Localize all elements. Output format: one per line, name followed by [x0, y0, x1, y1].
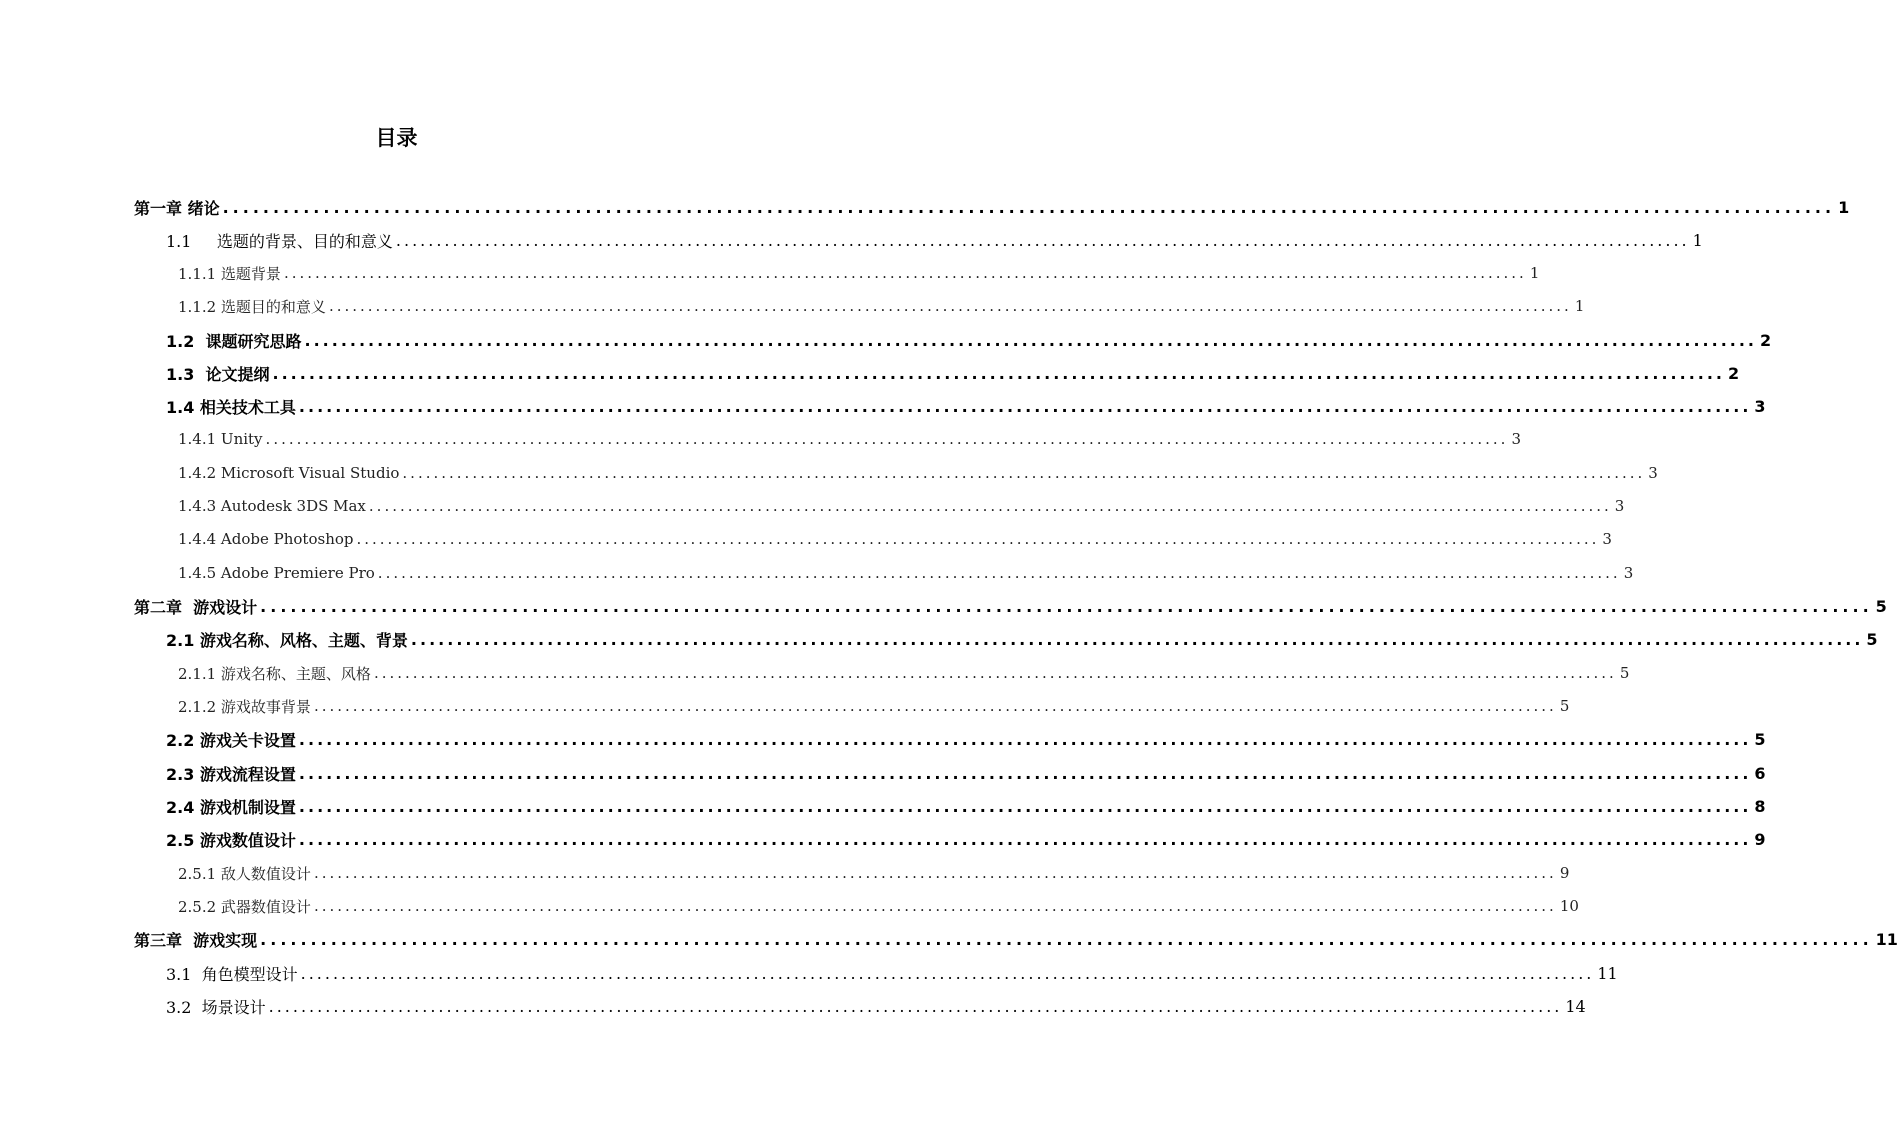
toc-entry-label: 2.4 游戏机制设置 [166, 797, 296, 817]
toc-entry-page: 8 [1754, 796, 1766, 816]
dot-leader: ................................................................................................................................................................ [298, 763, 1752, 783]
dot-leader: ................................................................................................................................................................ [298, 396, 1752, 416]
toc-entry-page: 2 [1728, 363, 1740, 383]
toc-entry-label: 第一章 绪论 [134, 198, 220, 218]
dot-leader: ................................................................................................................................................................ [313, 897, 1557, 915]
toc-entry-label: 1.1.2 选题目的和意义 [178, 297, 326, 316]
toc-entry-2-4[interactable] [166, 789, 1766, 823]
toc-entry-page: 5 [1866, 629, 1878, 649]
toc-entry-page: 14 [1565, 996, 1586, 1016]
toc-entry-1-3[interactable] [166, 356, 1740, 390]
toc-entry-page: 5 [1875, 596, 1887, 616]
dot-leader: ................................................................................................................................................................ [260, 929, 1873, 949]
toc-entry-page: 2 [1760, 330, 1772, 350]
dot-leader: ................................................................................................................................................................ [298, 796, 1752, 816]
toc-entry-2-1-1[interactable] [178, 656, 1630, 690]
toc-entry-page: 6 [1754, 763, 1766, 783]
dot-leader: ................................................................................................................................................................ [313, 864, 1557, 882]
toc-entry-page: 3 [1623, 564, 1634, 582]
toc-entry-page: 10 [1559, 897, 1579, 915]
dot-leader: ................................................................................................................................................................ [283, 264, 1527, 282]
dot-leader: ................................................................................................................................................................ [268, 996, 1563, 1016]
toc-entry-page: 5 [1619, 664, 1630, 682]
toc-entry-page: 9 [1754, 829, 1766, 849]
dot-leader: ................................................................................................................................................................ [222, 197, 1836, 217]
dot-leader: ................................................................................................................................................................ [298, 729, 1752, 749]
toc-entry-page: 3 [1614, 497, 1625, 515]
toc-entry-label: 2.1 游戏名称、风格、主题、背景 [166, 630, 408, 650]
toc-entry-1-4-2[interactable] [178, 456, 1658, 490]
toc-entry-label: 1.4.2 Microsoft Visual Studio [178, 464, 400, 482]
toc-entry-label: 2.1.2 游戏故事背景 [178, 697, 311, 716]
toc-entry-label: 第三章 游戏实现 [134, 930, 258, 950]
toc-entry-label: 2.5 游戏数值设计 [166, 830, 296, 850]
dot-leader: ................................................................................................................................................................ [272, 363, 1725, 383]
toc-entry-2-3[interactable] [166, 756, 1766, 790]
toc-entry-1-4-3[interactable] [178, 489, 1625, 523]
toc-entry-label: 2.5.2 武器数值设计 [178, 897, 311, 916]
toc-entry-label: 1.1 选题的背景、目的和意义 [166, 231, 393, 251]
toc-entry-2-1-2[interactable] [178, 689, 1570, 723]
toc-entry-page: 1 [1692, 230, 1703, 250]
dot-leader: ................................................................................................................................................................ [356, 530, 1600, 548]
toc-entry-1-1[interactable] [166, 223, 1703, 257]
toc-entry-page: 11 [1875, 929, 1898, 949]
dot-leader: ................................................................................................................................................................ [373, 664, 1617, 682]
toc-entry-label: 3.1 角色模型设计 [166, 964, 298, 984]
toc-entry-label: 2.5.1 敌人数值设计 [178, 864, 311, 883]
toc-entry-2-5-2[interactable] [178, 889, 1579, 923]
dot-leader: ................................................................................................................................................................ [265, 430, 1509, 448]
toc-entry-page: 1 [1529, 264, 1540, 282]
dot-leader: ................................................................................................................................................................ [300, 963, 1595, 983]
toc-entry-label: 2.1.1 游戏名称、主题、风格 [178, 664, 371, 683]
toc-entry-label: 1.4.5 Adobe Premiere Pro [178, 564, 375, 582]
dot-leader: ................................................................................................................................................................ [410, 629, 1864, 649]
toc-entry-chapter-3[interactable] [134, 922, 1898, 956]
toc-entry-2-2[interactable] [166, 722, 1766, 756]
dot-leader: ................................................................................................................................................................ [368, 497, 1612, 515]
toc-entry-label: 1.1.1 选题背景 [178, 264, 281, 283]
toc-entry-chapter-1[interactable] [134, 190, 1850, 224]
toc-entry-3-1[interactable] [166, 956, 1618, 990]
toc-entry-page: 1 [1838, 197, 1850, 217]
toc-entry-label: 第二章 游戏设计 [134, 597, 258, 617]
toc-entry-label: 2.3 游戏流程设置 [166, 764, 296, 784]
toc-entry-label: 1.3 论文提纲 [166, 364, 270, 384]
toc-entry-label: 1.4 相关技术工具 [166, 397, 296, 417]
toc-entry-1-4-5[interactable] [178, 556, 1634, 590]
toc-entry-1-4-4[interactable] [178, 522, 1612, 556]
toc-entry-page: 5 [1559, 697, 1570, 715]
toc-entry-page: 3 [1648, 464, 1658, 482]
dot-leader: ................................................................................................................................................................ [313, 697, 1557, 715]
dot-leader: ................................................................................................................................................................ [260, 596, 1873, 616]
toc-entry-1-4-1[interactable] [178, 422, 1521, 456]
toc-entry-page: 1 [1574, 297, 1585, 315]
toc-entry-label: 2.2 游戏关卡设置 [166, 730, 296, 750]
toc-entry-chapter-2[interactable] [134, 589, 1887, 623]
toc-entry-1-1-1[interactable] [178, 256, 1540, 290]
toc-entry-page: 3 [1511, 430, 1521, 448]
toc-entry-page: 11 [1597, 963, 1618, 983]
toc-entry-page: 3 [1754, 396, 1766, 416]
toc-entry-2-5[interactable] [166, 822, 1766, 856]
toc-entry-2-5-1[interactable] [178, 856, 1570, 890]
dot-leader: ................................................................................................................................................................ [304, 330, 1757, 350]
toc-entry-label: 3.2 场景设计 [166, 997, 266, 1017]
toc-entry-label: 1.2 课题研究思路 [166, 331, 302, 351]
toc-entry-page: 3 [1602, 530, 1612, 548]
toc-entry-3-2[interactable] [166, 989, 1586, 1023]
dot-leader: ................................................................................................................................................................ [377, 564, 1621, 582]
dot-leader: ................................................................................................................................................................ [328, 297, 1572, 315]
toc-entry-label: 1.4.3 Autodesk 3DS Max [178, 497, 366, 515]
toc-entry-label: 1.4.4 Adobe Photoshop [178, 530, 354, 548]
toc-entry-1-2[interactable] [166, 323, 1772, 357]
page-title: 目录 [375, 126, 418, 150]
dot-leader: ................................................................................................................................................................ [395, 230, 1690, 250]
toc-entry-page: 9 [1559, 864, 1570, 882]
toc-entry-label: 1.4.1 Unity [178, 430, 263, 448]
toc-entry-1-1-2[interactable] [178, 289, 1585, 323]
dot-leader: ................................................................................................................................................................ [298, 829, 1752, 849]
toc-entry-2-1[interactable] [166, 622, 1878, 656]
toc-entry-page: 5 [1754, 729, 1766, 749]
toc-entry-1-4[interactable] [166, 389, 1766, 423]
dot-leader: ................................................................................................................................................................ [402, 464, 1646, 482]
